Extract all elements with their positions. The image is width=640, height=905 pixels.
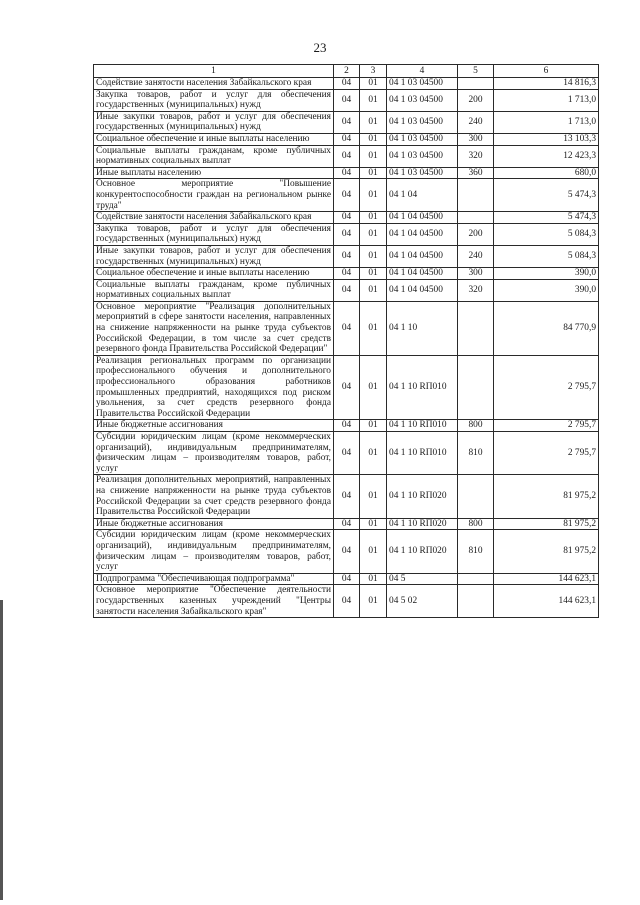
row-expense-type: 300	[458, 268, 494, 280]
row-section: 04	[334, 355, 360, 420]
row-section: 04	[334, 420, 360, 432]
row-section: 04	[334, 78, 360, 90]
table-row	[94, 223, 599, 245]
table-row	[94, 530, 599, 573]
row-expense-type	[458, 585, 494, 618]
row-subsection: 01	[360, 179, 387, 212]
row-expense-type: 800	[458, 518, 494, 530]
row-name: Субсидии юридическим лицам (кроме некоммерческих организаций), индивидуальным предпринимателям, физическим лицам – производителям товаров, работ, услуг	[94, 432, 334, 475]
table-row	[94, 475, 599, 518]
scan-edge-mark	[0, 600, 3, 900]
row-section: 04	[334, 268, 360, 280]
row-amount: 2 795,7	[494, 420, 599, 432]
row-section: 04	[334, 212, 360, 224]
row-target-code: 04 1 10 RП010	[387, 420, 458, 432]
table-row	[94, 279, 599, 301]
row-amount: 390,0	[494, 279, 599, 301]
row-target-code: 04 5 02	[387, 585, 458, 618]
row-expense-type: 320	[458, 145, 494, 167]
row-name: Реализация региональных программ по организации профессионального обучения и дополнительного профессионального образования работников промышленных предприятий, находящихся под риском увольнения, за счет средств резервного фонда Правительства Российской Федерации	[94, 355, 334, 420]
page-number: 23	[313, 40, 327, 55]
table-row	[94, 89, 599, 111]
table-row	[94, 179, 599, 212]
header-row	[94, 65, 599, 78]
row-subsection: 01	[360, 432, 387, 475]
row-subsection: 01	[360, 78, 387, 90]
row-name: Реализация дополнительных мероприятий, направленных на снижение напряженности на рынке труда субъектов Российской Федерации за счет средств резервного фонда Правительства Российской Федерации	[94, 475, 334, 518]
row-expense-type: 240	[458, 111, 494, 133]
row-expense-type: 810	[458, 432, 494, 475]
row-name: Основное мероприятие "Повышение конкурентоспособности граждан на региональном рынке труда"	[94, 179, 334, 212]
row-name: Содействие занятости населения Забайкальского края	[94, 78, 334, 90]
row-target-code: 04 1 03 04500	[387, 89, 458, 111]
col-header-sum: 6	[494, 65, 599, 78]
row-section: 04	[334, 167, 360, 179]
row-target-code: 04 1 03 04500	[387, 78, 458, 90]
row-expense-type	[458, 179, 494, 212]
table-row	[94, 145, 599, 167]
table-row	[94, 585, 599, 618]
row-amount: 81 975,2	[494, 530, 599, 573]
row-section: 04	[334, 475, 360, 518]
row-subsection: 01	[360, 585, 387, 618]
row-expense-type: 200	[458, 89, 494, 111]
row-section: 04	[334, 530, 360, 573]
row-target-code: 04 1 10 RП010	[387, 432, 458, 475]
table-row	[94, 518, 599, 530]
row-section: 04	[334, 518, 360, 530]
row-name: Социальные выплаты гражданам, кроме публичных нормативных социальных выплат	[94, 145, 334, 167]
row-subsection: 01	[360, 167, 387, 179]
table-row	[94, 78, 599, 90]
table-row	[94, 420, 599, 432]
row-section: 04	[334, 111, 360, 133]
col-header-rz: 2	[334, 65, 360, 78]
row-name: Иные закупки товаров, работ и услуг для обеспечения государственных (муниципальных) нужд	[94, 111, 334, 133]
row-subsection: 01	[360, 530, 387, 573]
row-amount: 1 713,0	[494, 89, 599, 111]
row-name: Содействие занятости населения Забайкальского края	[94, 212, 334, 224]
row-subsection: 01	[360, 420, 387, 432]
row-subsection: 01	[360, 212, 387, 224]
row-name: Социальное обеспечение и иные выплаты населению	[94, 133, 334, 145]
table-row	[94, 212, 599, 224]
row-expense-type: 810	[458, 530, 494, 573]
row-amount: 5 474,3	[494, 179, 599, 212]
table-row	[94, 167, 599, 179]
row-section: 04	[334, 179, 360, 212]
row-name: Иные закупки товаров, работ и услуг для обеспечения государственных (муниципальных) нужд	[94, 245, 334, 267]
row-amount: 1 713,0	[494, 111, 599, 133]
row-amount: 5 474,3	[494, 212, 599, 224]
row-target-code: 04 1 03 04500	[387, 133, 458, 145]
row-target-code: 04 1 03 04500	[387, 145, 458, 167]
row-target-code: 04 1 04 04500	[387, 212, 458, 224]
row-subsection: 01	[360, 145, 387, 167]
row-expense-type	[458, 301, 494, 355]
table-row	[94, 301, 599, 355]
row-expense-type: 240	[458, 245, 494, 267]
row-section: 04	[334, 89, 360, 111]
row-amount: 13 103,3	[494, 133, 599, 145]
row-section: 04	[334, 145, 360, 167]
row-target-code: 04 1 10 RП020	[387, 518, 458, 530]
row-expense-type	[458, 355, 494, 420]
row-name: Иные выплаты населению	[94, 167, 334, 179]
row-target-code: 04 1 04 04500	[387, 245, 458, 267]
row-subsection: 01	[360, 223, 387, 245]
row-expense-type	[458, 475, 494, 518]
row-subsection: 01	[360, 355, 387, 420]
table-row	[94, 111, 599, 133]
col-header-pr: 3	[360, 65, 387, 78]
row-target-code: 04 1 10	[387, 301, 458, 355]
row-name: Основное мероприятие "Реализация дополнительных мероприятий в сфере занятости населения, направленных на снижение напряженности на рынке труда субъектов Российской Федерации, в том числе за счет средств резервного фонда Правительства Российской Федерации"	[94, 301, 334, 355]
table-row	[94, 355, 599, 420]
row-expense-type	[458, 78, 494, 90]
row-subsection: 01	[360, 245, 387, 267]
row-target-code: 04 1 04 04500	[387, 223, 458, 245]
budget-table	[93, 64, 599, 618]
row-expense-type	[458, 573, 494, 585]
row-name: Закупка товаров, работ и услуг для обеспечения государственных (муниципальных) нужд	[94, 89, 334, 111]
row-section: 04	[334, 432, 360, 475]
row-amount: 5 084,3	[494, 245, 599, 267]
row-section: 04	[334, 301, 360, 355]
row-target-code: 04 1 10 RП020	[387, 475, 458, 518]
row-name: Закупка товаров, работ и услуг для обеспечения государственных (муниципальных) нужд	[94, 223, 334, 245]
row-amount: 680,0	[494, 167, 599, 179]
row-amount: 81 975,2	[494, 518, 599, 530]
row-amount: 14 816,3	[494, 78, 599, 90]
row-expense-type: 320	[458, 279, 494, 301]
row-expense-type	[458, 212, 494, 224]
row-amount: 390,0	[494, 268, 599, 280]
row-expense-type: 300	[458, 133, 494, 145]
row-name: Социальное обеспечение и иные выплаты населению	[94, 268, 334, 280]
row-amount: 84 770,9	[494, 301, 599, 355]
table-row	[94, 245, 599, 267]
row-amount: 12 423,3	[494, 145, 599, 167]
row-section: 04	[334, 279, 360, 301]
row-name: Иные бюджетные ассигнования	[94, 518, 334, 530]
row-section: 04	[334, 573, 360, 585]
row-expense-type: 360	[458, 167, 494, 179]
row-amount: 144 623,1	[494, 573, 599, 585]
row-name: Иные бюджетные ассигнования	[94, 420, 334, 432]
row-target-code: 04 1 03 04500	[387, 167, 458, 179]
table-row	[94, 432, 599, 475]
row-subsection: 01	[360, 89, 387, 111]
row-name: Социальные выплаты гражданам, кроме публичных нормативных социальных выплат	[94, 279, 334, 301]
row-amount: 81 975,2	[494, 475, 599, 518]
row-section: 04	[334, 223, 360, 245]
row-target-code: 04 1 04 04500	[387, 268, 458, 280]
row-subsection: 01	[360, 475, 387, 518]
col-header-name: 1	[94, 65, 334, 78]
row-name: Основное мероприятие "Обеспечение деятельности государственных казенных учреждений "Центры занятости населения Забайкальского края"	[94, 585, 334, 618]
row-amount: 5 084,3	[494, 223, 599, 245]
col-header-csr: 4	[387, 65, 458, 78]
row-target-code: 04 1 03 04500	[387, 111, 458, 133]
row-amount: 144 623,1	[494, 585, 599, 618]
row-name: Субсидии юридическим лицам (кроме некоммерческих организаций), индивидуальным предпринимателям, физическим лицам – производителям товаров, работ, услуг	[94, 530, 334, 573]
row-subsection: 01	[360, 133, 387, 145]
row-subsection: 01	[360, 518, 387, 530]
row-amount: 2 795,7	[494, 355, 599, 420]
row-target-code: 04 1 10 RП020	[387, 530, 458, 573]
row-section: 04	[334, 585, 360, 618]
row-section: 04	[334, 133, 360, 145]
table-row	[94, 268, 599, 280]
row-subsection: 01	[360, 301, 387, 355]
col-header-vr: 5	[458, 65, 494, 78]
row-name: Подпрограмма "Обеспечивающая подпрограмма"	[94, 573, 334, 585]
row-subsection: 01	[360, 279, 387, 301]
row-expense-type: 800	[458, 420, 494, 432]
row-target-code: 04 1 10 RП010	[387, 355, 458, 420]
row-subsection: 01	[360, 573, 387, 585]
row-target-code: 04 1 04 04500	[387, 279, 458, 301]
row-target-code: 04 1 04	[387, 179, 458, 212]
table-row	[94, 573, 599, 585]
row-expense-type: 200	[458, 223, 494, 245]
table-row	[94, 133, 599, 145]
row-target-code: 04 5	[387, 573, 458, 585]
row-subsection: 01	[360, 268, 387, 280]
row-subsection: 01	[360, 111, 387, 133]
row-amount: 2 795,7	[494, 432, 599, 475]
row-section: 04	[334, 245, 360, 267]
